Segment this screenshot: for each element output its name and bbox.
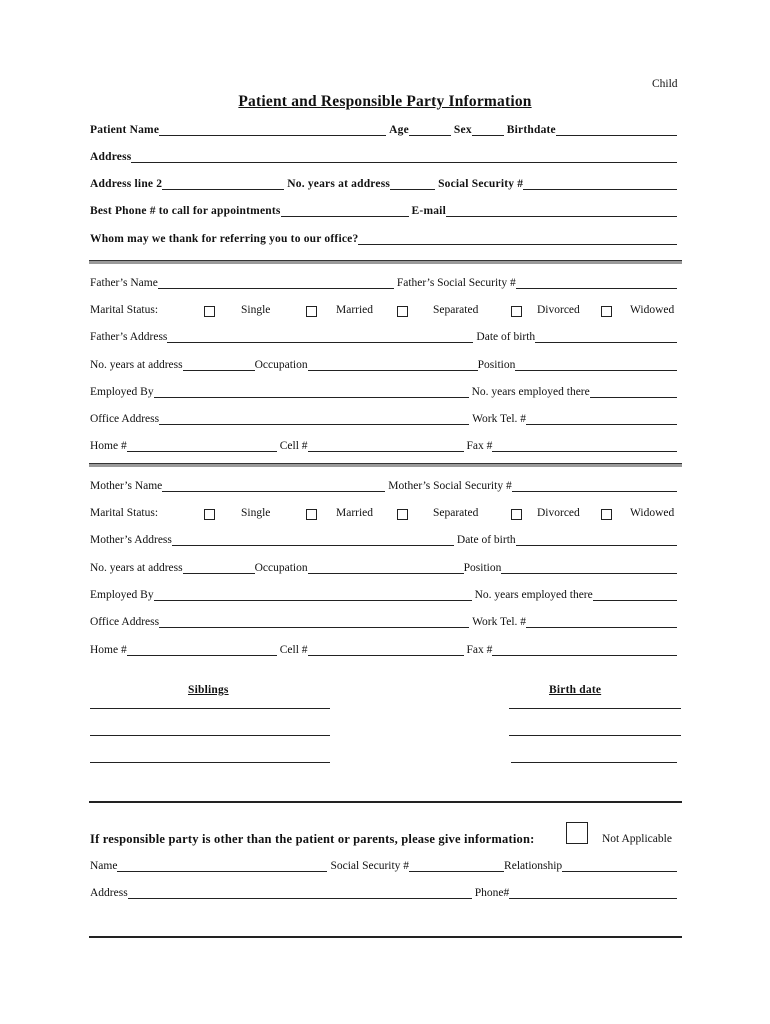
years-field[interactable] bbox=[390, 178, 435, 190]
mother-ssn-field[interactable] bbox=[512, 480, 677, 492]
father-dob-label: Date of birth bbox=[476, 331, 536, 343]
father-fax-label: Fax # bbox=[466, 440, 493, 452]
father-separated-label: Separated bbox=[433, 304, 479, 316]
father-row-3 bbox=[90, 331, 680, 343]
mother-married-checkbox[interactable] bbox=[306, 509, 317, 520]
ssn-label: Social Security # bbox=[438, 178, 524, 190]
sibling-birthdate-field[interactable] bbox=[509, 735, 681, 736]
mother-occupation-field[interactable] bbox=[308, 562, 464, 574]
rp-relationship-label: Relationship bbox=[504, 860, 563, 872]
not-applicable-checkbox[interactable] bbox=[566, 822, 588, 844]
responsible-row-1 bbox=[90, 860, 680, 872]
responsible-row-2 bbox=[90, 887, 680, 899]
mother-dob-label: Date of birth bbox=[456, 534, 516, 546]
father-office-field[interactable] bbox=[159, 413, 469, 425]
mother-occupation-label: Occupation bbox=[254, 562, 308, 574]
rp-name-field[interactable] bbox=[117, 860, 327, 872]
page-title: Patient and Responsible Party Information bbox=[238, 93, 532, 110]
father-employed-field[interactable] bbox=[154, 386, 469, 398]
patient-name-field[interactable] bbox=[159, 124, 386, 136]
father-divorced-checkbox[interactable] bbox=[511, 306, 522, 317]
father-row-4 bbox=[90, 359, 680, 371]
patient-row-1 bbox=[90, 124, 680, 136]
rp-ssn-label: Social Security # bbox=[330, 860, 410, 872]
age-field[interactable] bbox=[409, 124, 451, 136]
mother-address-label: Mother’s Address bbox=[90, 534, 172, 546]
email-field[interactable] bbox=[446, 205, 677, 217]
mother-single-label: Single bbox=[241, 507, 271, 519]
mother-office-label: Office Address bbox=[90, 616, 160, 628]
mother-work-tel-label: Work Tel. # bbox=[472, 616, 527, 628]
mother-years-employed-label: No. years employed there bbox=[474, 589, 593, 601]
mother-years-label: No. years at address bbox=[90, 562, 183, 574]
mother-years-field[interactable] bbox=[183, 562, 255, 574]
mother-divorced-checkbox[interactable] bbox=[511, 509, 522, 520]
father-name-field[interactable] bbox=[158, 277, 394, 289]
father-row-1 bbox=[90, 277, 680, 289]
responsible-prompt: If responsible party is other than the patient or parents, please give information: bbox=[90, 832, 535, 846]
father-work-tel-label: Work Tel. # bbox=[472, 413, 527, 425]
father-fax-field[interactable] bbox=[492, 440, 677, 452]
father-widowed-checkbox[interactable] bbox=[601, 306, 612, 317]
mother-widowed-label: Widowed bbox=[630, 507, 675, 519]
father-ssn-label: Father’s Social Security # bbox=[396, 277, 516, 289]
father-single-label: Single bbox=[241, 304, 271, 316]
sex-field[interactable] bbox=[472, 124, 504, 136]
mother-name-label: Mother’s Name bbox=[90, 480, 163, 492]
patient-name-label: Patient Name bbox=[90, 124, 160, 136]
mother-divorced-label: Divorced bbox=[537, 507, 580, 519]
mother-row-5 bbox=[90, 589, 680, 601]
mother-single-checkbox[interactable] bbox=[204, 509, 215, 520]
mother-employed-field[interactable] bbox=[154, 589, 472, 601]
ssn-field[interactable] bbox=[523, 178, 677, 190]
father-divorced-label: Divorced bbox=[537, 304, 580, 316]
father-married-checkbox[interactable] bbox=[306, 306, 317, 317]
father-name-label: Father’s Name bbox=[90, 277, 158, 289]
rp-address-field[interactable] bbox=[128, 887, 472, 899]
sex-label: Sex bbox=[453, 124, 472, 136]
referral-label: Whom may we thank for referring you to our office? bbox=[90, 233, 359, 245]
father-years-field[interactable] bbox=[183, 359, 255, 371]
father-widowed-label: Widowed bbox=[630, 304, 675, 316]
address2-label: Address line 2 bbox=[90, 178, 163, 190]
mother-row-1 bbox=[90, 480, 680, 492]
father-years-label: No. years at address bbox=[90, 359, 183, 371]
mother-name-field[interactable] bbox=[162, 480, 385, 492]
father-cell-field[interactable] bbox=[308, 440, 464, 452]
email-label: E-mail bbox=[411, 205, 446, 217]
patient-row-4 bbox=[90, 205, 680, 217]
mother-ssn-label: Mother’s Social Security # bbox=[388, 480, 512, 492]
father-cell-label: Cell # bbox=[279, 440, 308, 452]
father-occupation-field[interactable] bbox=[308, 359, 478, 371]
mother-row-4 bbox=[90, 562, 680, 574]
age-label: Age bbox=[389, 124, 409, 136]
address-field[interactable] bbox=[131, 151, 677, 163]
section-divider bbox=[89, 936, 682, 938]
mother-widowed-checkbox[interactable] bbox=[601, 509, 612, 520]
rp-relationship-field[interactable] bbox=[562, 860, 677, 872]
father-marital-label: Marital Status: bbox=[90, 304, 159, 316]
mother-marital-label: Marital Status: bbox=[90, 507, 159, 519]
mother-row-6 bbox=[90, 616, 680, 628]
father-row-6 bbox=[90, 413, 680, 425]
mother-dob-field[interactable] bbox=[516, 534, 677, 546]
mother-home-field[interactable] bbox=[127, 644, 277, 656]
mother-cell-label: Cell # bbox=[279, 644, 308, 656]
father-home-label: Home # bbox=[90, 440, 127, 452]
father-address-label: Father’s Address bbox=[90, 331, 168, 343]
mother-cell-field[interactable] bbox=[308, 644, 464, 656]
section-divider bbox=[89, 463, 682, 467]
father-years-employed-field[interactable] bbox=[590, 386, 677, 398]
father-office-label: Office Address bbox=[90, 413, 160, 425]
mother-home-label: Home # bbox=[90, 644, 127, 656]
rp-phone-field[interactable] bbox=[509, 887, 677, 899]
patient-row-3 bbox=[90, 178, 680, 190]
mother-row-7 bbox=[90, 644, 680, 656]
father-work-tel-field[interactable] bbox=[526, 413, 677, 425]
mother-employed-label: Employed By bbox=[90, 589, 154, 601]
sibling-name-field[interactable] bbox=[90, 708, 330, 709]
father-row-7 bbox=[90, 440, 680, 452]
patient-row-2 bbox=[90, 151, 680, 163]
mother-position-label: Position bbox=[463, 562, 502, 574]
years-label: No. years at address bbox=[287, 178, 391, 190]
father-married-label: Married bbox=[336, 304, 374, 316]
child-label: Child bbox=[652, 78, 678, 90]
mother-years-employed-field[interactable] bbox=[593, 589, 677, 601]
father-ssn-field[interactable] bbox=[516, 277, 677, 289]
sibling-birthdate-field[interactable] bbox=[509, 708, 681, 709]
mother-fax-label: Fax # bbox=[466, 644, 493, 656]
rp-name-label: Name bbox=[90, 860, 118, 872]
section-divider bbox=[89, 801, 682, 803]
mother-address-field[interactable] bbox=[172, 534, 454, 546]
father-employed-label: Employed By bbox=[90, 386, 154, 398]
mother-separated-checkbox[interactable] bbox=[397, 509, 408, 520]
father-address-field[interactable] bbox=[167, 331, 473, 343]
mother-separated-label: Separated bbox=[433, 507, 479, 519]
not-applicable-label: Not Applicable bbox=[602, 833, 672, 845]
sibling-name-field[interactable] bbox=[90, 735, 330, 736]
father-dob-field[interactable] bbox=[535, 331, 677, 343]
rp-address-label: Address bbox=[90, 887, 128, 899]
mother-work-tel-field[interactable] bbox=[526, 616, 677, 628]
birth-date-heading: Birth date bbox=[549, 684, 602, 696]
mother-position-field[interactable] bbox=[501, 562, 677, 574]
rp-phone-label: Phone# bbox=[474, 887, 510, 899]
father-position-field[interactable] bbox=[515, 359, 677, 371]
father-position-label: Position bbox=[477, 359, 516, 371]
mother-married-label: Married bbox=[336, 507, 374, 519]
referral-field[interactable] bbox=[358, 233, 677, 245]
father-single-checkbox[interactable] bbox=[204, 306, 215, 317]
section-divider bbox=[89, 260, 682, 264]
rp-ssn-field[interactable] bbox=[409, 860, 504, 872]
father-occupation-label: Occupation bbox=[254, 359, 308, 371]
father-years-employed-label: No. years employed there bbox=[471, 386, 590, 398]
patient-row-5 bbox=[90, 233, 680, 245]
birthdate-field[interactable] bbox=[556, 124, 677, 136]
father-home-field[interactable] bbox=[127, 440, 277, 452]
phone-label: Best Phone # to call for appointments bbox=[90, 205, 281, 217]
address2-field[interactable] bbox=[162, 178, 284, 190]
birthdate-label: Birthdate bbox=[506, 124, 556, 136]
sibling-name-field[interactable] bbox=[90, 762, 330, 763]
address-label: Address bbox=[90, 151, 132, 163]
father-separated-checkbox[interactable] bbox=[397, 306, 408, 317]
sibling-birthdate-field[interactable] bbox=[511, 762, 677, 763]
mother-fax-field[interactable] bbox=[492, 644, 677, 656]
mother-row-3 bbox=[90, 534, 680, 546]
mother-office-field[interactable] bbox=[159, 616, 469, 628]
phone-field[interactable] bbox=[281, 205, 409, 217]
siblings-heading: Siblings bbox=[188, 684, 229, 696]
father-row-5 bbox=[90, 386, 680, 398]
